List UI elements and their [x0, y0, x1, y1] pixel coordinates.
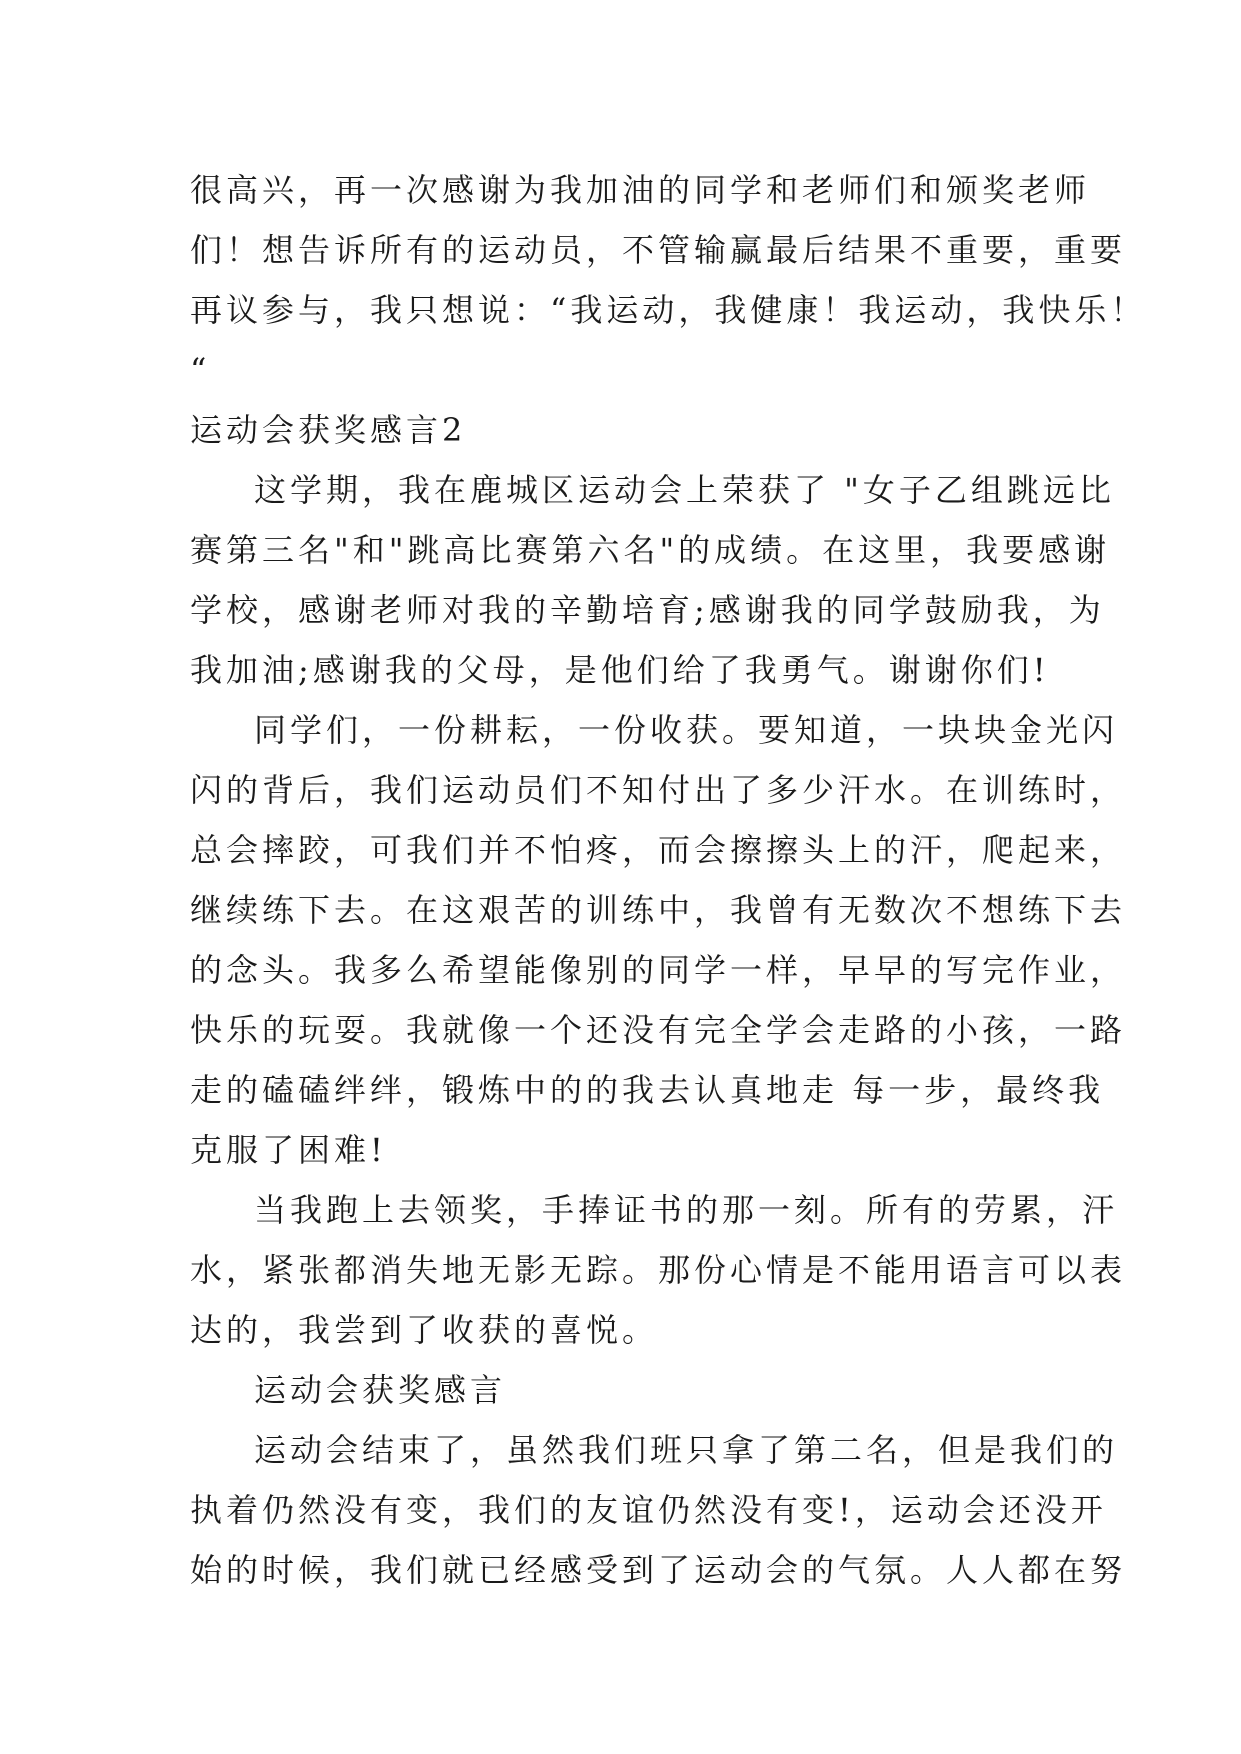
- text-line: 水，紧张都消失地无影无踪。那份心情是不能用语言可以表: [190, 1251, 1127, 1289]
- text-line: 再议参与，我只想说：“我运动，我健康！我运动，我快乐！: [190, 291, 1147, 329]
- text-line: 总会摔跤，可我们并不怕疼，而会擦擦头上的汗，爬起来，: [190, 831, 1127, 869]
- text-line: 当我跑上去领奖，手捧证书的那一刻。所有的劳累，汗: [254, 1191, 1119, 1229]
- text-line: 的念头。我多么希望能像别的同学一样，早早的写完作业，: [190, 951, 1127, 989]
- text-line: 我加油;感谢我的父母，是他们给了我勇气。谢谢你们!: [190, 651, 1050, 689]
- text-line: 运动会获奖感言: [254, 1371, 507, 1409]
- text-line: 继续练下去。在这艰苦的训练中，我曾有无数次不想练下去: [190, 891, 1127, 929]
- text-line: 很高兴，再一次感谢为我加油的同学和老师们和颁奖老师: [190, 171, 1091, 209]
- text-line: 赛第三名"和"跳高比赛第六名"的成绩。在这里，我要感谢: [190, 531, 1111, 569]
- text-line: “: [190, 351, 211, 389]
- text-line: 克服了困难!: [190, 1131, 387, 1169]
- text-line: 快乐的玩耍。我就像一个还没有完全学会走路的小孩，一路: [190, 1011, 1127, 1049]
- text-line: 运动会结束了，虽然我们班只拿了第二名，但是我们的: [254, 1431, 1119, 1469]
- text-line: 闪的背后，我们运动员们不知付出了多少汗水。在训练时，: [190, 771, 1127, 809]
- text-line: 达的，我尝到了收获的喜悦。: [190, 1311, 659, 1349]
- text-line: 运动会获奖感言2: [190, 411, 467, 449]
- text-line: 执着仍然没有变，我们的友谊仍然没有变!，运动会还没开: [190, 1491, 1107, 1529]
- document-body: [190, 160, 1147, 1600]
- text-line: 学校，感谢老师对我的辛勤培育;感谢我的同学鼓励我，为: [190, 591, 1105, 629]
- text-line: 同学们，一份耕耘，一份收获。要知道，一块块金光闪: [254, 711, 1119, 749]
- text-line: 走的磕磕绊绊，锻炼中的的我去认真地走 每一步，最终我: [190, 1071, 1105, 1109]
- text-line: 们！想告诉所有的运动员，不管输赢最后结果不重要，重要: [190, 231, 1127, 269]
- text-line: 始的时候，我们就已经感受到了运动会的气氛。人人都在努: [190, 1551, 1127, 1589]
- text-line: 这学期，我在鹿城区运动会上荣获了 "女子乙组跳远比: [254, 471, 1115, 509]
